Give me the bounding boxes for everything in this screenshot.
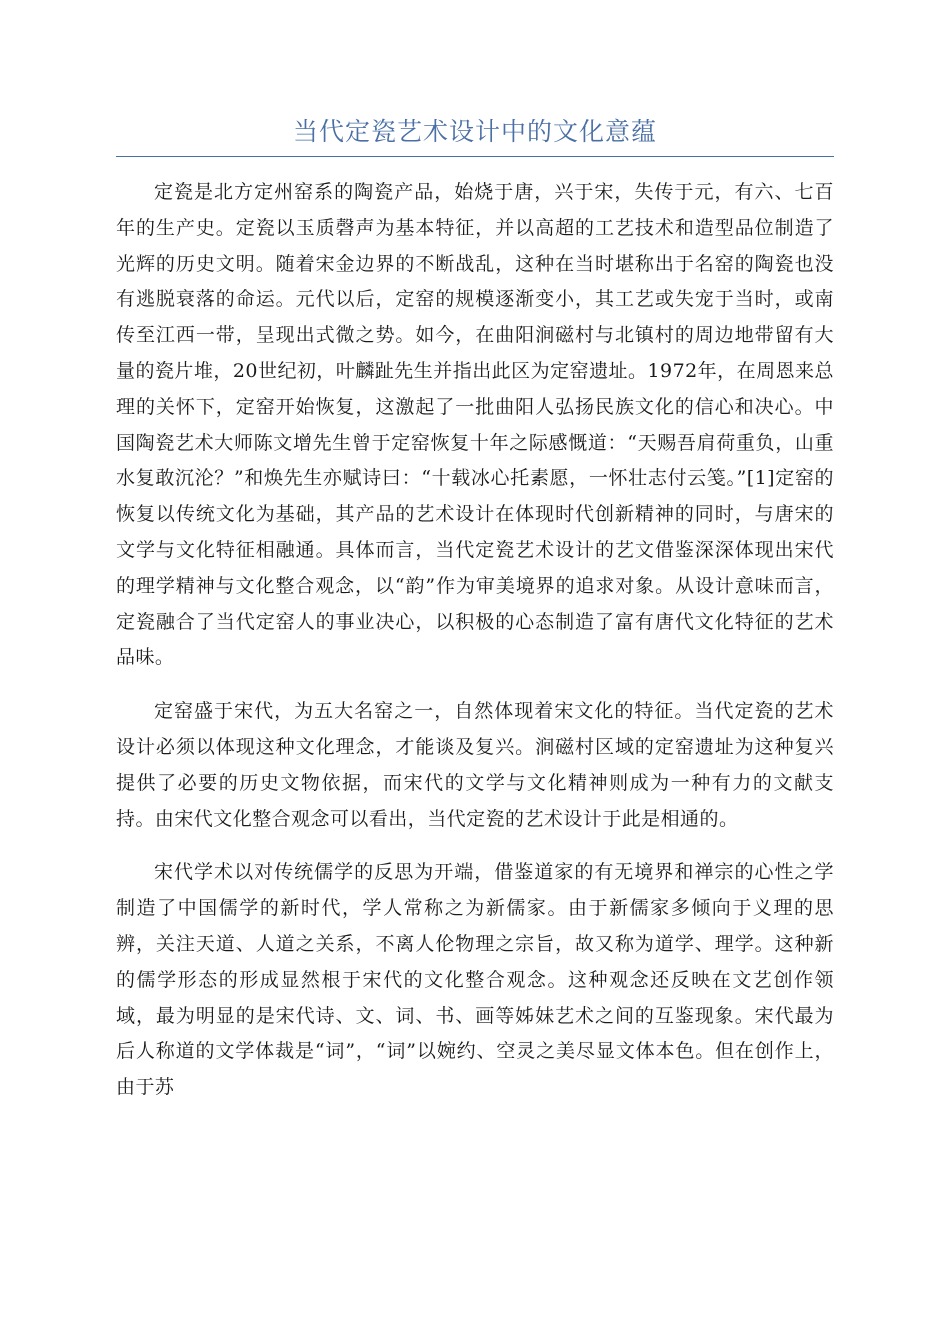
paragraph-1: 定瓷是北方定州窑系的陶瓷产品，始烧于唐，兴于宋，失传于元，有六、七百年的生产史。定瓷以玉质磬声为基本特征，并以高超的工艺技术和造型品位制造了光辉的历史文明。随着宋金边界的不断战乱，这种在当时堪称出于名窑的陶瓷也没有逃脱衰落的命运。元代以后，定窑的规模逐渐变小，其工艺或失宠于当时，或南传至江西一带，呈现出式微之势。如今，在曲阳涧磁村与北镇村的周边地带留有大量的瓷片堆，20世纪初，叶麟趾先生并指出此区为定窑遗址。1972年，在周恩来总理的关怀下，定窑开始恢复，这激起了一批曲阳人弘扬民族文化的信心和决心。中国陶瓷艺术大师陈文增先生曾于定窑恢复十年之际感慨道：“天赐吾肩荷重负，山重水复敢沉沦？”和焕先生亦赋诗曰：“十载冰心托素愿，一怀壮志付云笺。”[1]定窑的恢复以传统文化为基础，其产品的艺术设计在体现时代创新精神的同时，与唐宋的文学与文化特征相融通。具体而言，当代定瓷艺术设计的艺文借鉴深深体现出宋代的理学精神与文化整合观念，以“韵”作为审美境界的追求对象。从设计意味而言，定瓷融合了当代定窑人的事业决心，以积极的心态制造了富有唐代文化特征的艺术品味。 (116, 181, 834, 669)
document-body (116, 175, 834, 1106)
paragraph-2: 定窑盛于宋代，为五大名窑之一，自然体现着宋文化的特征。当代定瓷的艺术设计必须以体现这种文化理念，才能谈及复兴。涧磁村区域的定窑遗址为这种复兴提供了必要的历史文物依据，而宋代的文学与文化精神则成为一种有力的文献支持。由宋代文化整合观念可以看出，当代定瓷的艺术设计于此是相通的。 (116, 700, 834, 830)
page-title: 当代定瓷艺术设计中的文化意蕴 (292, 117, 657, 146)
paragraph-3: 宋代学术以对传统儒学的反思为开端，借鉴道家的有无境界和禅宗的心性之学制造了中国儒学的新时代，学人常称之为新儒家。由于新儒家多倾向于义理的思辨，关注天道、人道之关系，不离人伦物理之宗旨，故又称为道学、理学。这种新的儒学形态的形成显然根于宋代的文化整合观念。这种观念还反映在文艺创作领域，最为明显的是宋代诗、文、词、书、画等姊妹艺术之间的互鉴现象。宋代最为后人称道的文学体裁是“词”，“词”以婉约、空灵之美尽显文体本色。但在创作上，由于苏 (116, 861, 834, 1099)
title-block (116, 112, 834, 157)
